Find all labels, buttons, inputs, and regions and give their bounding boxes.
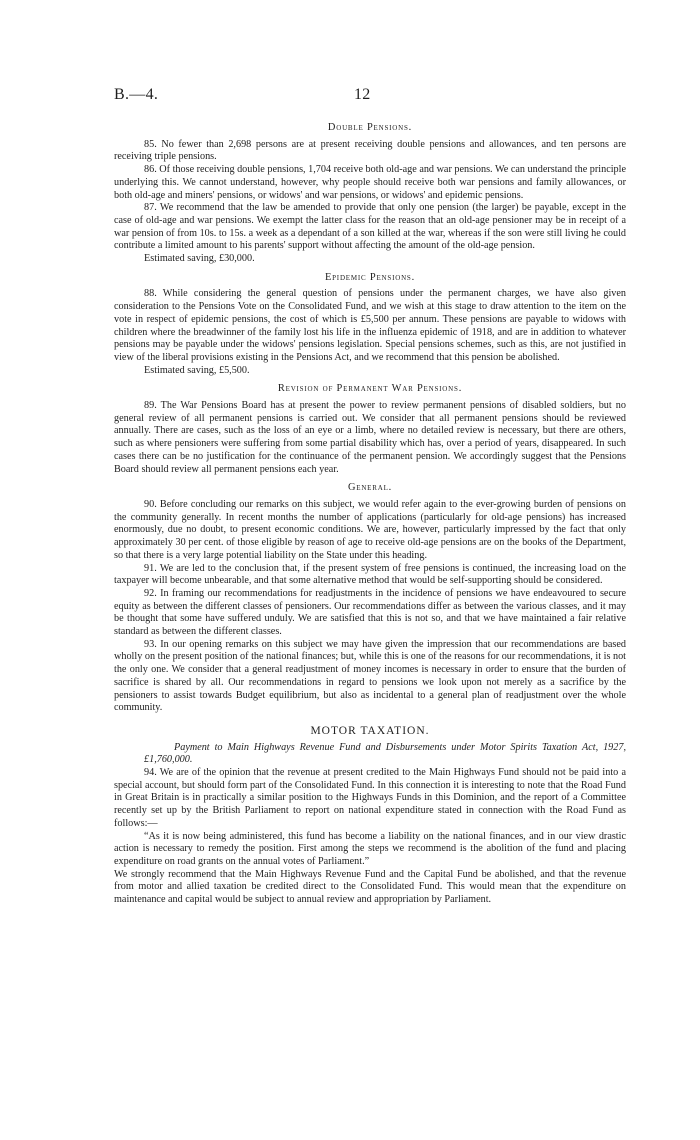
paragraph-87: 87. We recommend that the law be amended to provide that only one pension (the larger) be payable, except in the case of old-age and war pensions. We exempt the latter class for the reason that an old-age pensioner may be in receipt of a war pension of from 10s. to 15s. a week as a dependant of a son killed at the war, whereas if the son were still living he could contribute a limited amount to his parents' support without affecting the amount of the old-age pension.	[114, 202, 626, 252]
page-number: 12	[354, 86, 371, 103]
document-body	[114, 116, 626, 907]
paragraph-88: 88. While considering the general question of pensions under the permanent charges, we have also given consideration to the Pensions Vote on the Consolidated Fund, and we wish at this stage to draw attention to the item on the vote in respect of epidemic pensions, the cost of which is £5,500 per annum. These pensions are payable to widows with children where the breadwinner of the family lost his life in the influenza epidemic of 1918, and are in addition to whatever pensions may be payable under the widows' pensions legislation. Special pensions schemes, such as this, are not justified in view of the liberal provisions existing in the Pensions Act, and we recommend that this pension be abolished.	[114, 288, 626, 363]
paragraph-91: 91. We are led to the conclusion that, if the present system of free pensions is continued, the increasing load on the taxpayer will become unbearable, and that some alternative method that would be self-supporting should be considered.	[114, 562, 626, 587]
estimated-saving-epidemic: Estimated saving, £5,500.	[144, 364, 250, 376]
paragraph-86: 86. Of those receiving double pensions, 1,704 receive both old-age and war pensions. We can understand the principle underlying this. We cannot understand, however, why people should receive both war pensions and family allowances, or both old-age and miners' pensions, or widows' and war pensions, or widows' and epidemic pensions.	[114, 164, 626, 201]
paragraph-94-continued: We strongly recommend that the Main Highways Revenue Fund and the Capital Fund be abolished, and that the revenue from motor and allied taxation be credited direct to the Consolidated Fund. This would mean that the expenditure on maintenance and capital would be subject to annual review and appropriation by Parliament.	[114, 868, 626, 906]
paragraph-90: 90. Before concluding our remarks on this subject, we would refer again to the ever-growing burden of pensions on the community generally. In recent months the number of applications (particularly for old-age pensions) has increased enormously, due no doubt, to present economic conditions. We are, however, particularly impressed by the fact that only approximately 30 per cent. of those eligible by reason of age to receive old-age pensions are on the books of the Department, so that there is a very large potential liability on the State under this heading.	[114, 498, 626, 561]
paragraph-93: 93. In our opening remarks on this subject we may have given the impression that our recommendations are based wholly on the present position of the national finances; but, while this is one of the reasons for our recommendations, it is not the only one. We consider that a general readjustment of money incomes is necessary in order to ensure that the burden of sacrifice is shared by all. Our recommendations in regard to pensions we look upon not merely as a sacrifice by the pensioners to assist towards Budget equilibrium, but also as incidental to a general plan of readjustment over the whole community.	[114, 638, 626, 714]
section-heading-general: General.	[347, 482, 393, 494]
section-heading-motor-taxation: MOTOR TAXATION.	[310, 724, 430, 737]
committee-quote: “As it is now being administered, this fund has become a liability on the national finances, and in our view drastic action is necessary to remedy the position. First among the steps we recommend is the abolition of the fund and placing expenditure on road grants on the annual votes of Parliament.”	[114, 830, 626, 867]
report-reference: B.—4.	[114, 86, 159, 103]
paragraph-89: 89. The War Pensions Board has at present the power to review permanent pensions of disabled soldiers, but no general review of all permanent pensions is carried out. We consider that all permanent pensions should be reviewed annually. There are cases, such as the loss of an eye or a limb, where no detailed review is necessary, but there are others, such as where pensioners were suffering from some partial disability which has, over a period of years, disappeared. In such cases there can be no justification for the continuance of the permanent pension. We accordingly suggest that the Pensions Board should review all permanent pensions each year.	[114, 400, 626, 475]
motor-subheading: Payment to Main Highways Revenue Fund and Disbursements under Motor Spirits Taxation Act, 1927, £1,760,000.	[144, 741, 626, 766]
paragraph-94: 94. We are of the opinion that the revenue at present credited to the Main Highways Fund should not be paid into a special account, but should form part of the Consolidated Fund. In this connection it is interesting to note that the Road Fund in Great Britain is in practically a similar position to the Highways Funds in this Dominion, and the report of a Committee recently set up by the British Parliament to report on national expenditure stated in connection with the Road Fund as follows:—	[114, 767, 626, 829]
section-heading-revision: Revision of Permanent War Pensions.	[277, 383, 463, 395]
section-heading-epidemic-pensions: Epidemic Pensions.	[324, 271, 416, 283]
paragraph-92: 92. In framing our recommendations for readjustments in the incidence of pensions we have endeavoured to secure equity as between the different classes of pensioners. Our recommendations differ as between the various classes, and it may be thought that some have suffered unduly. We are satisfied that this is not so, and that we have maintained a fair relative standard as between the different classes.	[114, 587, 626, 638]
paragraph-85: 85. No fewer than 2,698 persons are at present receiving double pensions and allowances, and ten persons are receiving triple pensions.	[114, 138, 626, 163]
estimated-saving-double: Estimated saving, £30,000.	[144, 253, 255, 265]
section-heading-double-pensions: Double Pensions.	[327, 122, 413, 133]
